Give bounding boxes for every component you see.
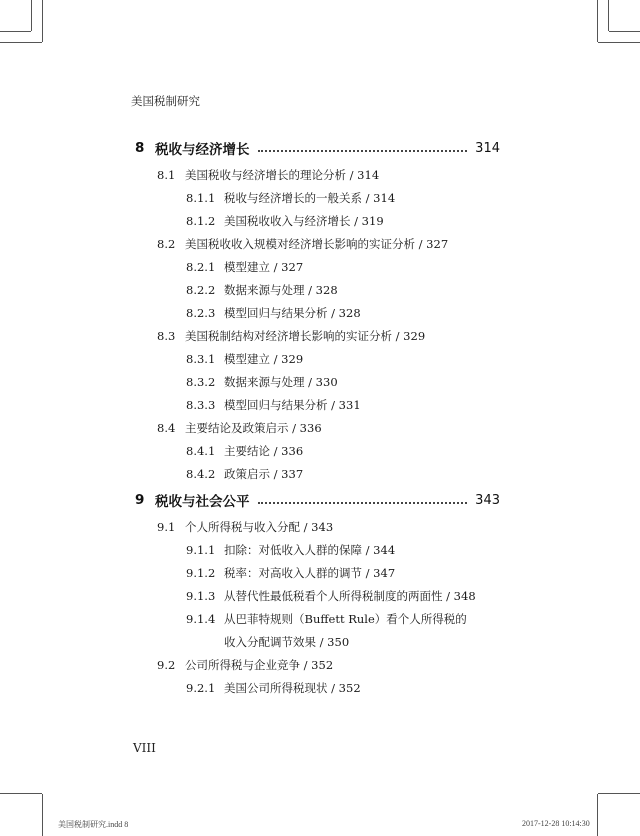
toc-entry [186, 374, 338, 390]
section-number: 8.1 [157, 168, 176, 182]
toc-entry [186, 282, 338, 298]
section-number: 9.2.1 [186, 681, 216, 695]
toc-entry [157, 657, 333, 673]
section-number: 8.3.1 [186, 352, 216, 366]
section-title: 美国税收与经济增长的理论分析 / 314 [185, 168, 380, 182]
print-slug-left: 美国税制研究.indd 8 [58, 820, 129, 829]
crop-mark [0, 31, 31, 32]
crop-mark [608, 0, 609, 31]
section-title: 主要结论及政策启示 / 336 [185, 421, 322, 435]
chapter-heading [135, 137, 500, 159]
section-number: 8.1.2 [186, 214, 216, 228]
crop-mark [597, 0, 598, 42]
toc-entry [186, 680, 361, 696]
chapter-page: 314 [475, 140, 500, 156]
section-number: 8.3.3 [186, 398, 216, 412]
crop-mark [609, 31, 640, 32]
toc-entry [186, 259, 303, 275]
running-head: 美国税制研究 [131, 94, 200, 108]
toc-entry [186, 466, 303, 482]
section-title: 美国公司所得税现状 / 352 [224, 681, 361, 695]
section-number: 9.1.1 [186, 543, 216, 557]
section-title: 美国税收收入规模对经济增长影响的实证分析 / 327 [185, 237, 449, 251]
crop-mark [598, 42, 640, 43]
toc-entry [186, 588, 476, 604]
print-slug-right: 2017-12-28 10:14:30 [522, 819, 590, 828]
crop-mark [0, 42, 42, 43]
toc-entry [157, 236, 448, 252]
page-folio: VIII [133, 741, 156, 755]
section-title: 政策启示 / 337 [224, 467, 304, 481]
section-number: 8.2.3 [186, 306, 216, 320]
toc-entry [186, 542, 395, 558]
chapter-number: 9 [135, 492, 145, 508]
section-number: 8.4.1 [186, 444, 216, 458]
toc-entry [186, 397, 361, 413]
section-title: 数据来源与处理 / 330 [224, 375, 338, 389]
crop-mark [42, 0, 43, 42]
section-title: 模型建立 / 329 [224, 352, 304, 366]
toc-entry-continuation [224, 634, 349, 650]
section-number: 8.1.1 [186, 191, 216, 205]
section-number: 9.1.2 [186, 566, 216, 580]
section-title: 税收与经济增长的一般关系 / 314 [224, 191, 396, 205]
section-title: 税率：对高收入人群的调节 / 347 [224, 566, 396, 580]
section-title: 美国税制结构对经济增长影响的实证分析 / 329 [185, 329, 426, 343]
section-number: 9.1.4 [186, 612, 216, 626]
crop-mark [597, 794, 598, 836]
toc-entry [186, 565, 395, 581]
section-number: 8.4.2 [186, 467, 216, 481]
section-title: 模型回归与结果分析 / 328 [224, 306, 361, 320]
section-number: 9.1 [157, 520, 176, 534]
section-number: 8.3.2 [186, 375, 216, 389]
toc-entry [157, 328, 425, 344]
section-title: 美国税收收入与经济增长 / 319 [224, 214, 384, 228]
toc-entry [186, 443, 303, 459]
section-title: 公司所得税与企业竞争 / 352 [185, 658, 334, 672]
section-number: 8.2.2 [186, 283, 216, 297]
section-number: 8.4 [157, 421, 176, 435]
section-title: 个人所得税与收入分配 / 343 [185, 520, 334, 534]
section-title: 从巴菲特规则（Buffett Rule）看个人所得税的 [224, 612, 467, 626]
chapter-title: 税收与经济增长 [155, 142, 250, 158]
toc-entry [186, 305, 361, 321]
leader-dots [258, 501, 468, 504]
section-number: 9.2 [157, 658, 176, 672]
crop-mark [42, 794, 43, 836]
chapter-title: 税收与社会公平 [155, 494, 250, 510]
section-title: 扣除：对低收入人群的保障 / 344 [224, 543, 396, 557]
toc-entry [157, 519, 333, 535]
section-number: 8.3 [157, 329, 176, 343]
chapter-page: 343 [475, 492, 500, 508]
section-title: 模型建立 / 327 [224, 260, 304, 274]
chapter-heading [135, 489, 500, 511]
section-number: 9.1.3 [186, 589, 216, 603]
crop-mark [0, 793, 42, 794]
section-title: 模型回归与结果分析 / 331 [224, 398, 361, 412]
section-title: 收入分配调节效果 / 350 [224, 635, 350, 649]
toc-entry [186, 351, 303, 367]
section-title: 从替代性最低税看个人所得税制度的两面性 / 348 [224, 589, 476, 603]
toc-entry [157, 420, 322, 436]
toc-entry [186, 213, 384, 229]
leader-dots [258, 149, 468, 152]
section-title: 主要结论 / 336 [224, 444, 304, 458]
crop-mark [598, 793, 640, 794]
crop-mark [31, 0, 32, 31]
section-number: 8.2.1 [186, 260, 216, 274]
section-title: 数据来源与处理 / 328 [224, 283, 338, 297]
toc-entry [157, 167, 379, 183]
toc-entry [186, 190, 395, 206]
section-number: 8.2 [157, 237, 176, 251]
chapter-number: 8 [135, 140, 145, 156]
toc-entry [186, 611, 467, 627]
